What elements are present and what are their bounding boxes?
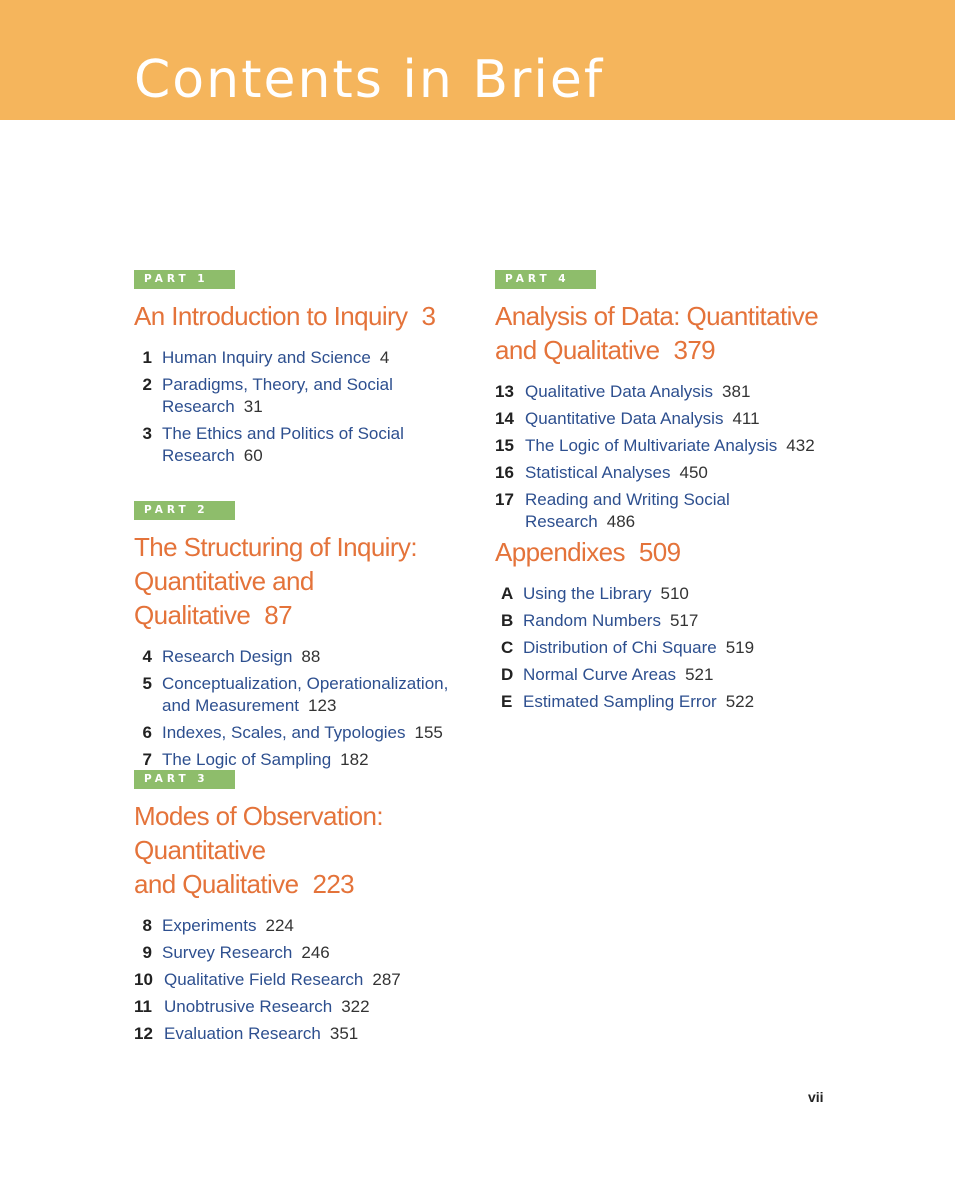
part-page: 223 — [312, 869, 355, 899]
chapter-number: 7 — [142, 750, 152, 769]
part-label: PART 2 — [134, 501, 235, 520]
chapter-list — [134, 915, 474, 1045]
chapter-item[interactable] — [134, 423, 474, 467]
part-label: PART 3 — [134, 770, 235, 789]
chapter-page: 411 — [732, 409, 760, 428]
chapter-item[interactable] — [495, 489, 835, 533]
chapter-title-line1: Conceptualization, Operationalization, — [162, 674, 449, 693]
chapter-item[interactable] — [134, 1023, 474, 1045]
appendix-letter: D — [501, 665, 514, 684]
chapter-title: Qualitative Data Analysis — [525, 382, 714, 401]
page-number: vii — [808, 1089, 824, 1105]
chapter-title: Experiments — [162, 916, 257, 935]
chapter-number: 16 — [495, 463, 514, 482]
chapter-title: Research Design — [162, 647, 293, 666]
part-page: 87 — [264, 600, 292, 630]
part-title-line1: Modes of Observation: Quantitative — [134, 801, 383, 865]
chapter-title: Statistical Analyses — [525, 463, 671, 482]
part-title-text: An Introduction to Inquiry — [134, 301, 408, 331]
chapter-title: Unobtrusive Research — [164, 997, 333, 1016]
chapter-item[interactable] — [134, 646, 474, 668]
part-title-line2: and Qualitative — [134, 869, 299, 899]
chapter-item[interactable] — [134, 749, 474, 771]
chapter-title-line2: and Measurement — [162, 696, 300, 715]
chapter-title-line2: Research — [525, 512, 598, 531]
chapter-page: 88 — [301, 647, 321, 666]
appendix-page: 519 — [725, 638, 755, 657]
chapter-item[interactable] — [134, 942, 474, 964]
appendix-letter: A — [501, 584, 514, 603]
chapter-page: 287 — [372, 970, 401, 989]
chapter-page: 60 — [243, 446, 263, 465]
chapter-item[interactable] — [495, 462, 835, 484]
chapter-page: 224 — [265, 916, 294, 935]
part-3 — [134, 770, 474, 1050]
part-label: PART 1 — [134, 270, 235, 289]
chapter-page: 381 — [722, 382, 751, 401]
chapter-page: 4 — [379, 348, 390, 367]
chapter-page: 246 — [301, 943, 330, 962]
chapter-page: 182 — [340, 750, 369, 769]
chapter-number: 8 — [142, 916, 152, 935]
appendix-item[interactable] — [495, 610, 835, 632]
chapter-number: 5 — [142, 674, 152, 693]
appendix-page: 510 — [660, 584, 689, 603]
appendix-title: Random Numbers — [523, 611, 661, 630]
chapter-title-line2: Research — [162, 446, 235, 465]
chapter-item[interactable] — [134, 374, 474, 418]
part-1 — [134, 270, 474, 472]
appendix-title: Distribution of Chi Square — [523, 638, 717, 657]
part-title-line1: The Structuring of Inquiry: — [134, 532, 417, 562]
chapter-title: Quantitative Data Analysis — [525, 409, 724, 428]
chapter-item[interactable] — [495, 408, 835, 430]
appendix-item[interactable] — [495, 664, 835, 686]
chapter-list — [495, 381, 835, 533]
chapter-item[interactable] — [495, 435, 835, 457]
chapter-title: Evaluation Research — [164, 1024, 321, 1043]
chapter-page: 351 — [329, 1024, 359, 1043]
part-title-line2: and Qualitative — [495, 335, 660, 365]
chapter-page: 123 — [308, 696, 337, 715]
appendix-title: Using the Library — [523, 584, 652, 603]
chapter-title: The Logic of Sampling — [162, 750, 332, 769]
page-title: Contents in Brief — [134, 50, 605, 110]
chapter-title: Qualitative Field Research — [164, 970, 364, 989]
chapter-item[interactable] — [134, 969, 474, 991]
part-page: 379 — [673, 335, 716, 365]
chapter-title-line2: Research — [162, 397, 235, 416]
part-2 — [134, 501, 474, 776]
part-title[interactable] — [134, 799, 474, 901]
part-4 — [495, 270, 835, 538]
appendixes — [495, 535, 835, 718]
chapter-item[interactable] — [134, 673, 474, 717]
part-title[interactable] — [134, 299, 474, 333]
appendix-item[interactable] — [495, 637, 835, 659]
appendixes-title-text: Appendixes — [495, 537, 625, 567]
chapter-item[interactable] — [134, 347, 474, 369]
appendix-letter: B — [501, 611, 514, 630]
part-title-line2: Quantitative and Qualitative — [134, 566, 314, 630]
chapter-number: 14 — [495, 409, 514, 428]
chapter-page: 155 — [414, 723, 443, 742]
part-title[interactable] — [134, 530, 474, 632]
chapter-number: 11 — [134, 997, 152, 1016]
appendix-item[interactable] — [495, 691, 835, 713]
chapter-list — [134, 347, 474, 467]
appendix-title: Estimated Sampling Error — [523, 692, 717, 711]
chapter-number: 4 — [142, 647, 152, 666]
chapter-item[interactable] — [134, 722, 474, 744]
chapter-number: 12 — [134, 1024, 153, 1043]
appendix-letter: E — [501, 692, 513, 711]
appendix-title: Normal Curve Areas — [523, 665, 677, 684]
part-title-line1: Analysis of Data: Quantitative — [495, 301, 819, 331]
part-title[interactable] — [495, 299, 835, 367]
chapter-page: 486 — [606, 512, 636, 531]
chapter-number: 3 — [142, 424, 152, 443]
chapter-title: Survey Research — [162, 943, 293, 962]
chapter-number: 9 — [142, 943, 152, 962]
chapter-title: The Logic of Multivariate Analysis — [525, 436, 778, 455]
chapter-item[interactable] — [134, 915, 474, 937]
chapter-title: Human Inquiry and Science — [162, 348, 371, 367]
chapter-title-line1: Paradigms, Theory, and Social — [162, 375, 393, 394]
chapter-number: 10 — [134, 970, 153, 989]
chapter-number: 13 — [495, 382, 514, 401]
chapter-page: 31 — [243, 397, 263, 416]
appendixes-title[interactable] — [495, 535, 835, 569]
chapter-number: 15 — [495, 436, 514, 455]
chapter-title: Indexes, Scales, and Typologies — [162, 723, 406, 742]
chapter-list — [134, 646, 474, 771]
chapter-number: 17 — [495, 490, 514, 509]
appendix-letter: C — [501, 638, 514, 657]
chapter-page: 450 — [679, 463, 708, 482]
chapter-title-line1: The Ethics and Politics of Social — [162, 424, 404, 443]
chapter-number: 2 — [142, 375, 152, 394]
chapter-number: 1 — [142, 348, 152, 367]
appendixes-page: 509 — [638, 537, 681, 567]
chapter-page: 432 — [786, 436, 815, 455]
appendix-list — [495, 583, 835, 713]
chapter-item[interactable] — [495, 381, 835, 403]
chapter-page: 322 — [341, 997, 370, 1016]
chapter-number: 6 — [142, 723, 152, 742]
appendix-item[interactable] — [495, 583, 835, 605]
appendix-page: 517 — [669, 611, 699, 630]
part-label: PART 4 — [495, 270, 596, 289]
appendix-page: 522 — [725, 692, 755, 711]
part-page: 3 — [421, 301, 436, 331]
chapter-item[interactable] — [134, 996, 474, 1018]
chapter-title-line1: Reading and Writing Social — [525, 490, 730, 509]
appendix-page: 521 — [685, 665, 714, 684]
